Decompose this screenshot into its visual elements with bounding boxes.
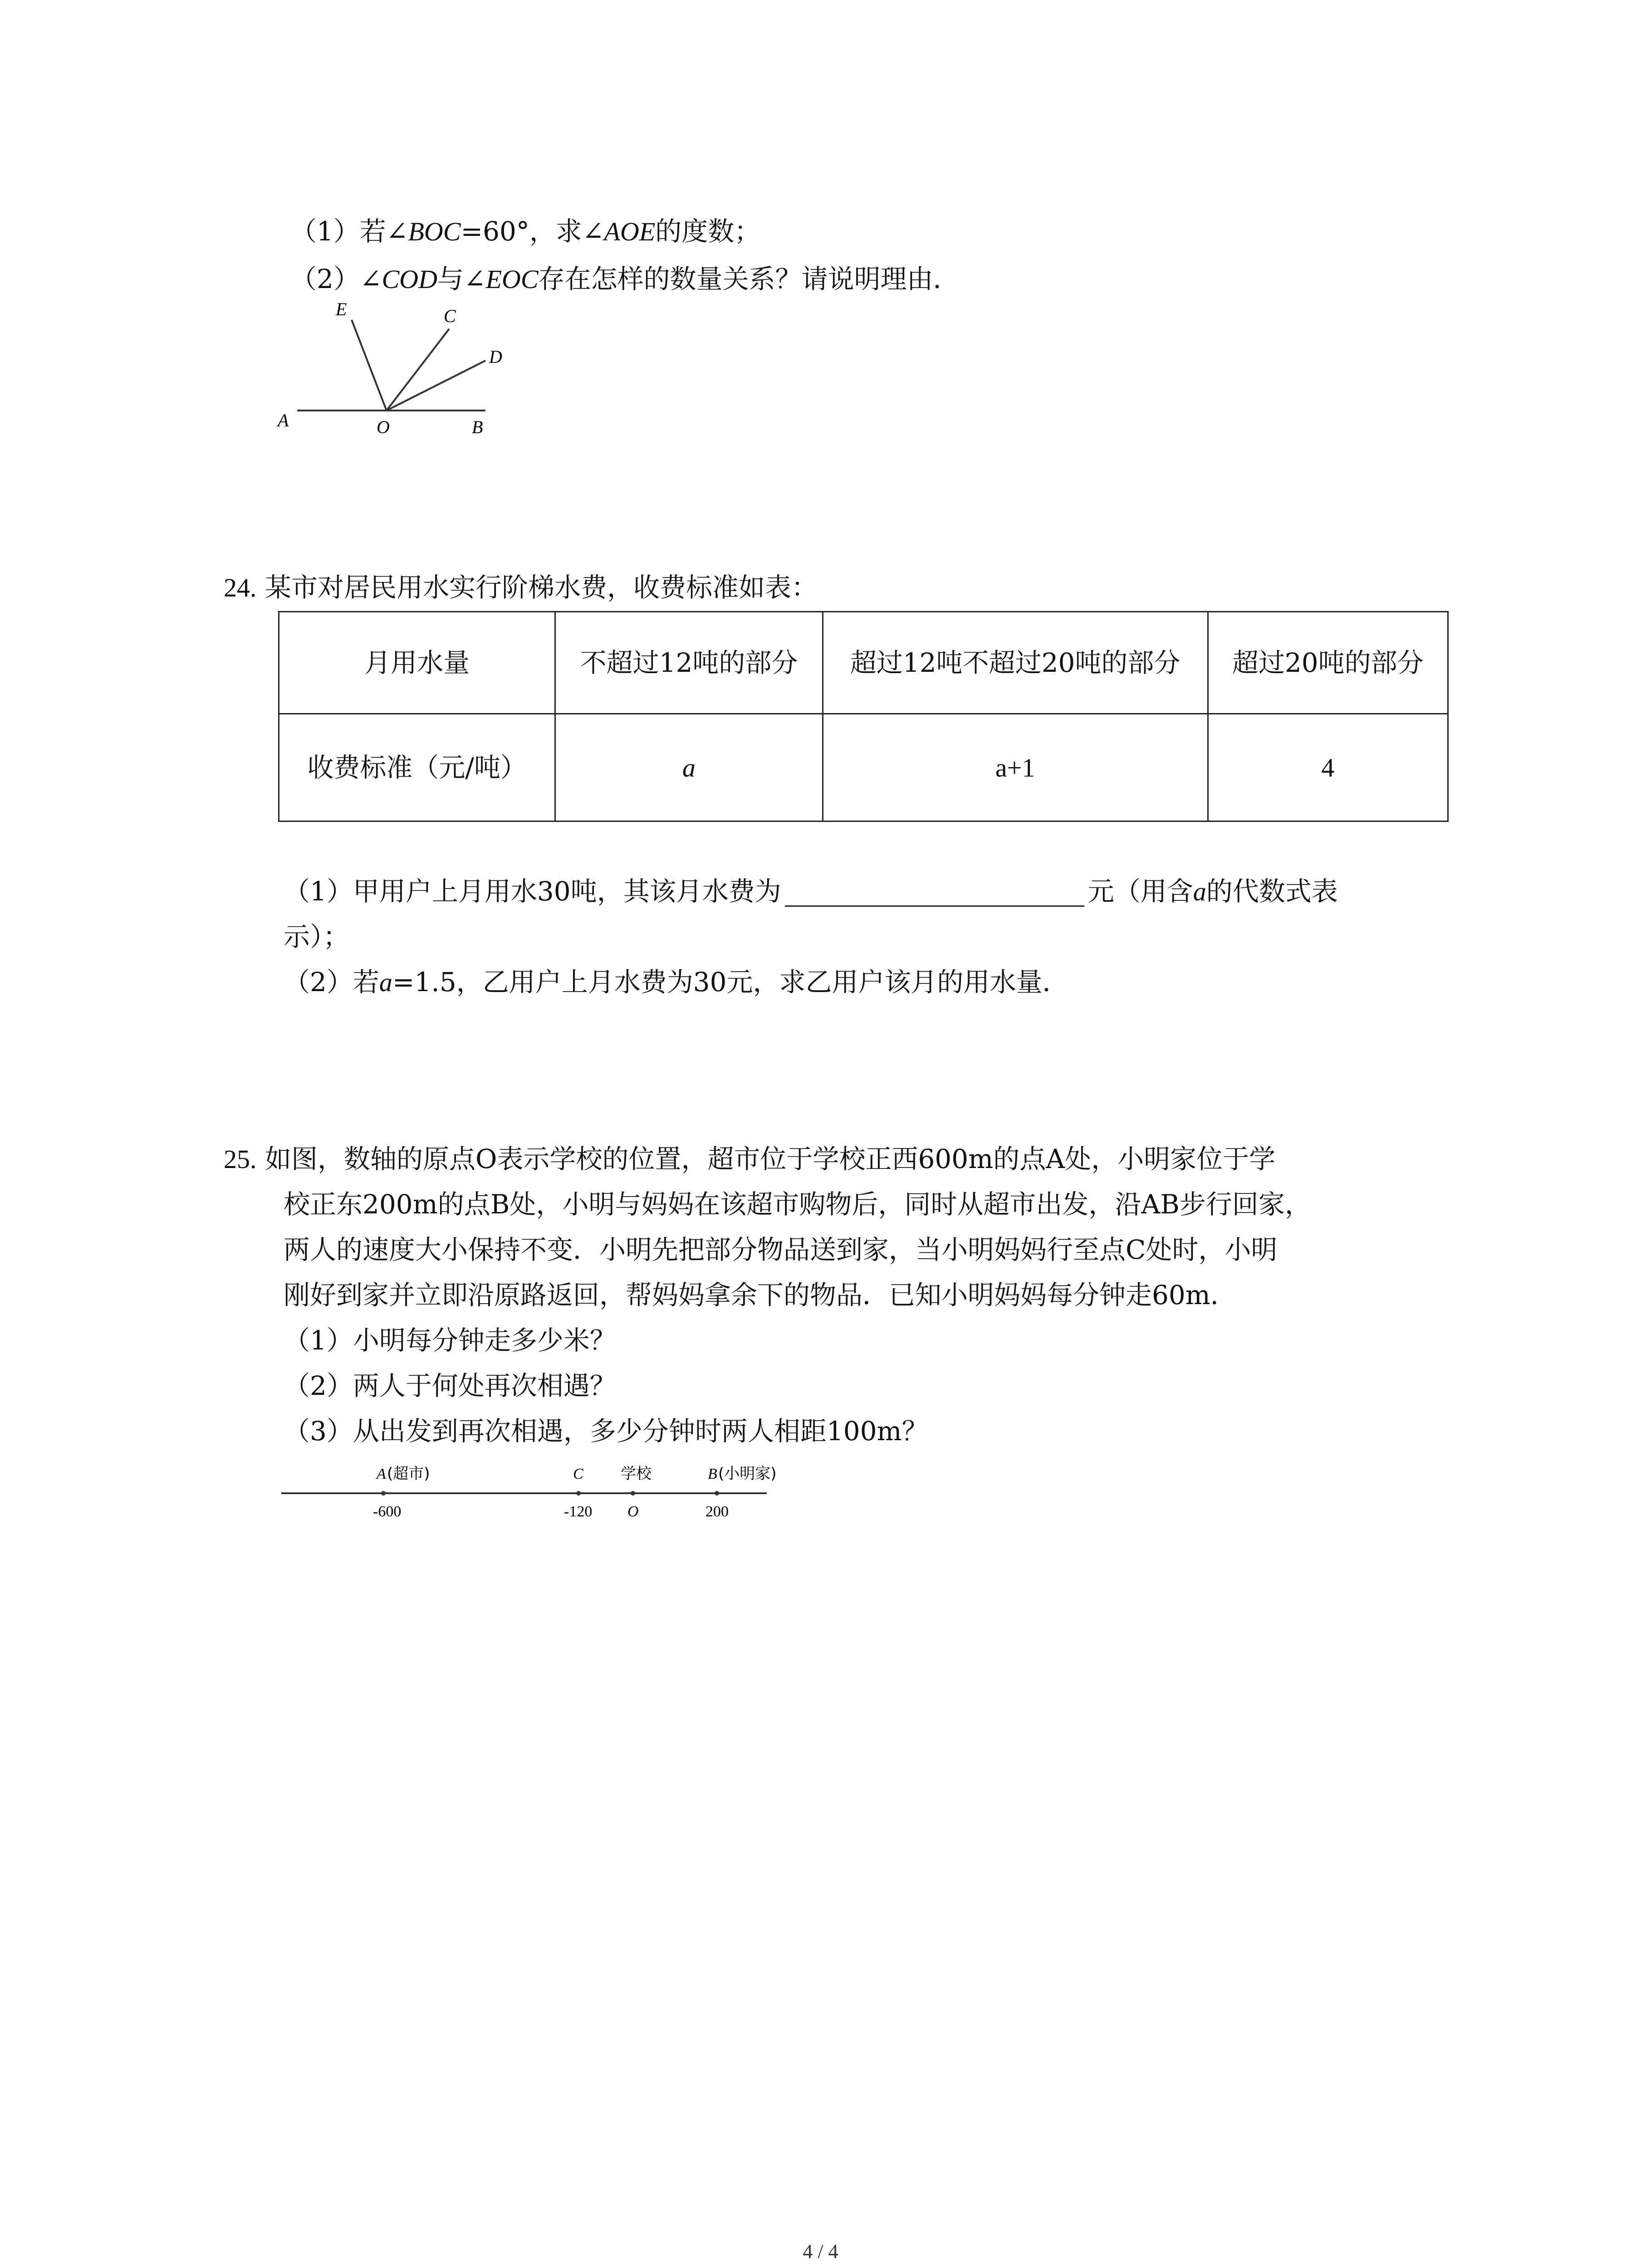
q25-part1: （1）小明每分钟走多少米？ — [284, 1325, 616, 1356]
q25-line-1: 25. 如图，数轴的原点O表示学校的位置，超市位于学校正西600m的点A处，小明家位于学 — [224, 1144, 1276, 1174]
point-b-letter: B — [708, 1466, 717, 1482]
angle-figure — [272, 295, 508, 445]
number-line-figure — [272, 1456, 780, 1524]
point-c-dot — [576, 1491, 581, 1496]
table-cell: 4 — [1208, 714, 1448, 821]
q25-line-3: 两人的速度大小保持不变．小明先把部分物品送到家，当小明妈妈行至点C处时，小明 — [284, 1234, 1278, 1265]
table-cell: 月用水量 — [279, 612, 555, 714]
table-cell: a+1 — [823, 714, 1208, 821]
point-a-dot — [381, 1491, 386, 1496]
point-c-letter: C — [573, 1466, 583, 1482]
q25-line-4: 刚好到家并立即沿原路返回，帮妈妈拿余下的物品．已知小明妈妈每分钟走60m． — [284, 1280, 1237, 1310]
label-a: A — [278, 410, 289, 430]
q23-part2: （2）∠COD与∠EOC存在怎样的数量关系？请说明理由． — [290, 264, 960, 294]
ray-oc — [387, 329, 449, 411]
label-o: O — [377, 417, 390, 437]
q25-line-2: 校正东200m的点B处，小明与妈妈在该超市购物后，同时从超市出发，沿AB步行回家， — [284, 1189, 1311, 1220]
label-c: C — [444, 306, 456, 326]
ray-od — [387, 361, 485, 411]
point-c-value: -120 — [564, 1503, 593, 1520]
label-e: E — [336, 299, 347, 319]
label-d: D — [489, 347, 502, 367]
point-a-tag: (超市) — [387, 1465, 430, 1483]
q24-stem: 24. 某市对居民用水实行阶梯水费，收费标准如表： — [224, 572, 818, 603]
answer-blank[interactable] — [785, 877, 1084, 907]
label-b: B — [472, 417, 483, 437]
table-cell: 收费标准（元/吨） — [279, 714, 555, 821]
page-number: 4 / 4 — [803, 2240, 838, 2263]
table-header-row — [279, 612, 1448, 714]
q24-part2: （2）若a=1.5，乙用户上月水费为30元，求乙用户该月的用水量． — [284, 967, 1069, 997]
q24-part1-cont: 示）； — [284, 921, 350, 952]
q23-part1: （1）若∠BOC=60°，求∠AOE的度数； — [290, 216, 761, 247]
point-b-tag: (小明家) — [718, 1465, 777, 1483]
fee-table — [278, 611, 1449, 822]
point-a-letter: A — [377, 1466, 386, 1482]
table-cell: a — [555, 714, 823, 821]
q25-part3: （3）从出发到再次相遇，多少分钟时两人相距100m？ — [284, 1416, 928, 1447]
ray-oe — [352, 320, 387, 411]
q25-part2: （2）两人于何处再次相遇？ — [284, 1370, 616, 1401]
table-cell: 不超过12吨的部分 — [555, 612, 823, 714]
point-o-dot — [631, 1491, 635, 1496]
point-b-dot — [715, 1491, 719, 1496]
table-cell: 超过20吨的部分 — [1208, 612, 1448, 714]
point-b-value: 200 — [705, 1503, 729, 1520]
q24-part1: （1）甲用户上月用水30吨，其该月水费为 元（用含a的代数式表 — [284, 876, 1338, 907]
table-cell: 超过12吨不超过20吨的部分 — [823, 612, 1208, 714]
point-a-value: -600 — [373, 1503, 402, 1520]
table-row — [279, 714, 1448, 821]
point-o-tag: 学校 — [621, 1465, 652, 1483]
point-o-value: O — [627, 1503, 639, 1520]
